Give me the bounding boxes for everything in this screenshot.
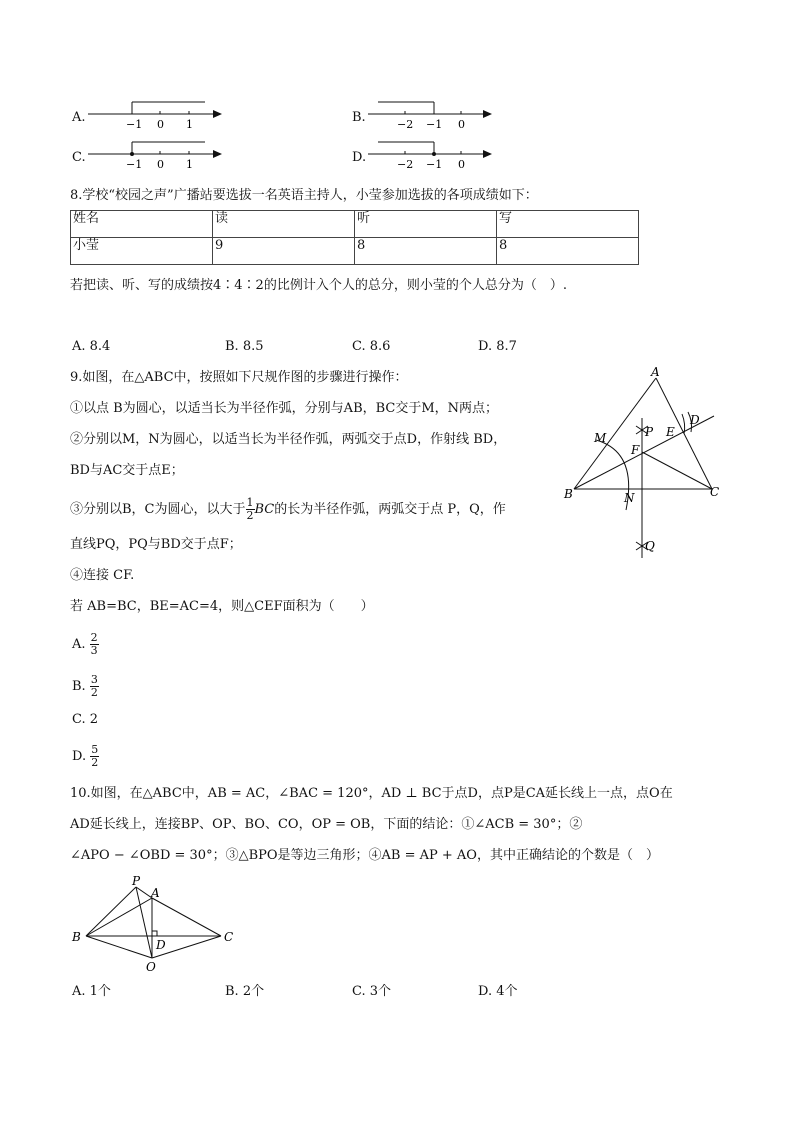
fraction-numerator: 3 bbox=[90, 673, 98, 686]
q7-b-tick-3: 0 bbox=[458, 118, 465, 131]
q7-c-tick-1: −1 bbox=[126, 158, 143, 171]
table-header-row bbox=[71, 211, 639, 238]
q7-option-c-label: C. bbox=[72, 150, 86, 165]
q9-step3a-post: 的长为半径作弧，两弧交于点 P，Q，作 bbox=[274, 502, 506, 517]
fraction-numerator: 1 bbox=[246, 496, 254, 509]
q7-option-b-numberline bbox=[368, 98, 498, 132]
label-p: P bbox=[132, 874, 141, 888]
label-c: C bbox=[224, 930, 234, 944]
q9-choice-d[interactable] bbox=[72, 744, 99, 769]
q9-step3a-pre: ③分别以B，C为圆心，以大于 bbox=[70, 502, 246, 517]
q8-choice-a[interactable]: A. 8.4 bbox=[72, 339, 111, 354]
q9-step2b: BD与AC交于点E； bbox=[70, 463, 184, 478]
q9-step2a: ②分别以M，N为圆心，以适当长为半径作弧，两弧交于点D，作射线 BD， bbox=[70, 432, 507, 447]
label-a: A bbox=[651, 365, 660, 379]
q9-condition: 若 AB=BC，BE=AC=4，则△CEF面积为（ ） bbox=[70, 599, 374, 614]
q7-c-tick-2: 0 bbox=[157, 158, 164, 171]
q7-option-a-numberline bbox=[88, 98, 228, 132]
q10-choice-a[interactable]: A. 1个 bbox=[72, 984, 111, 999]
q10-line1: 10.如图，在△ABC中，AB = AC，∠BAC = 120°，AD ⊥ BC于点D，点P是CA延长线上一点，点O在 bbox=[70, 786, 673, 801]
label-e: E bbox=[666, 425, 675, 439]
label-d: D bbox=[156, 938, 166, 952]
q7-b-tick-1: −2 bbox=[397, 118, 414, 131]
q9-step1: ①以点 B为圆心，以适当长为半径作弧，分别与AB，BC交于M，N两点； bbox=[70, 401, 499, 416]
q7-d-tick-2: −1 bbox=[426, 158, 443, 171]
q10-choice-d[interactable]: D. 4个 bbox=[478, 984, 518, 999]
table-cell: 小莹 bbox=[71, 238, 213, 265]
label-n: N bbox=[624, 491, 635, 505]
q10-triangle-figure bbox=[68, 870, 248, 976]
q7-d-tick-1: −2 bbox=[397, 158, 414, 171]
label-b: B bbox=[72, 930, 81, 944]
q7-a-tick-1: −1 bbox=[126, 118, 143, 131]
q9-step3b: 直线PQ，PQ与BD交于点F； bbox=[70, 537, 242, 552]
fraction-denominator: 3 bbox=[90, 644, 98, 657]
label-p: P bbox=[645, 425, 654, 439]
fraction-numerator: 5 bbox=[91, 743, 99, 756]
label-o: O bbox=[146, 960, 156, 974]
q9-choice-a[interactable] bbox=[72, 632, 99, 657]
label-f: F bbox=[631, 443, 640, 457]
fraction bbox=[90, 674, 99, 699]
fraction-denominator: 2 bbox=[91, 756, 99, 769]
table-cell: 8 bbox=[497, 238, 639, 265]
q7-option-d-label: D. bbox=[352, 150, 367, 165]
table-header-cell: 写 bbox=[497, 211, 639, 238]
q7-a-tick-3: 1 bbox=[186, 118, 193, 131]
table-header-cell: 读 bbox=[213, 211, 355, 238]
table-header-cell: 姓名 bbox=[71, 211, 213, 238]
q9-step3a-bc: BC bbox=[254, 502, 275, 517]
label-d: D bbox=[690, 413, 700, 427]
label-b: B bbox=[564, 487, 573, 501]
q9-step4: ④连接 CF. bbox=[70, 568, 135, 583]
q7-option-c-numberline bbox=[88, 138, 228, 172]
label-q: Q bbox=[645, 539, 655, 553]
q10-line3: ∠APO − ∠OBD = 30°；③△BPO是等边三角形；④AB = AP + AO，其中正确结论的个数是（ ） bbox=[70, 848, 659, 863]
q8-choice-d[interactable]: D. 8.7 bbox=[478, 339, 517, 354]
q8-question: 若把读、听、写的成绩按4∶4∶2的比例计入个人的总分，则小莹的个人总分为（ ）. bbox=[70, 278, 567, 293]
table-cell: 8 bbox=[355, 238, 497, 265]
q7-c-tick-3: 1 bbox=[186, 158, 193, 171]
label-c: C bbox=[710, 485, 720, 499]
choice-label: A. bbox=[72, 637, 86, 652]
fraction-denominator: 2 bbox=[246, 509, 254, 522]
q8-score-table bbox=[70, 210, 639, 265]
q7-option-a-label: A. bbox=[72, 110, 86, 125]
q9-step3a bbox=[70, 497, 506, 522]
q7-option-d-numberline bbox=[368, 138, 498, 172]
q7-option-b-label: B. bbox=[352, 110, 366, 125]
q7-b-tick-2: −1 bbox=[426, 118, 443, 131]
fraction-denominator: 2 bbox=[90, 686, 98, 699]
table-header-cell: 听 bbox=[355, 211, 497, 238]
fraction bbox=[246, 497, 255, 522]
q8-choice-c[interactable]: C. 8.6 bbox=[352, 339, 391, 354]
q10-choice-c[interactable]: C. 3个 bbox=[352, 984, 392, 999]
fraction-numerator: 2 bbox=[90, 631, 98, 644]
table-cell: 9 bbox=[213, 238, 355, 265]
label-m: M bbox=[594, 431, 607, 445]
q8-stem: 8.学校“校园之声”广播站要选拔一名英语主持人，小莹参加选拔的各项成绩如下： bbox=[70, 188, 538, 203]
q9-triangle-figure bbox=[560, 362, 740, 572]
q10-line2: AD延长线上，连接BP、OP、BO、CO，OP = OB，下面的结论：①∠ACB = 30°；② bbox=[70, 817, 583, 832]
fraction bbox=[90, 632, 99, 657]
q8-choice-b[interactable]: B. 8.5 bbox=[225, 339, 264, 354]
q9-choice-b[interactable] bbox=[72, 674, 99, 699]
fraction bbox=[90, 744, 99, 769]
q9-choice-c[interactable]: C. 2 bbox=[72, 712, 99, 727]
q9-stem: 9.如图，在△ABC中，按照如下尺规作图的步骤进行操作： bbox=[70, 370, 408, 385]
q7-d-tick-3: 0 bbox=[458, 158, 465, 171]
table-row bbox=[71, 238, 639, 265]
q7-a-tick-2: 0 bbox=[157, 118, 164, 131]
choice-label: B. bbox=[72, 679, 86, 694]
label-a: A bbox=[151, 886, 160, 900]
q10-choice-b[interactable]: B. 2个 bbox=[225, 984, 265, 999]
choice-label: D. bbox=[72, 749, 87, 764]
